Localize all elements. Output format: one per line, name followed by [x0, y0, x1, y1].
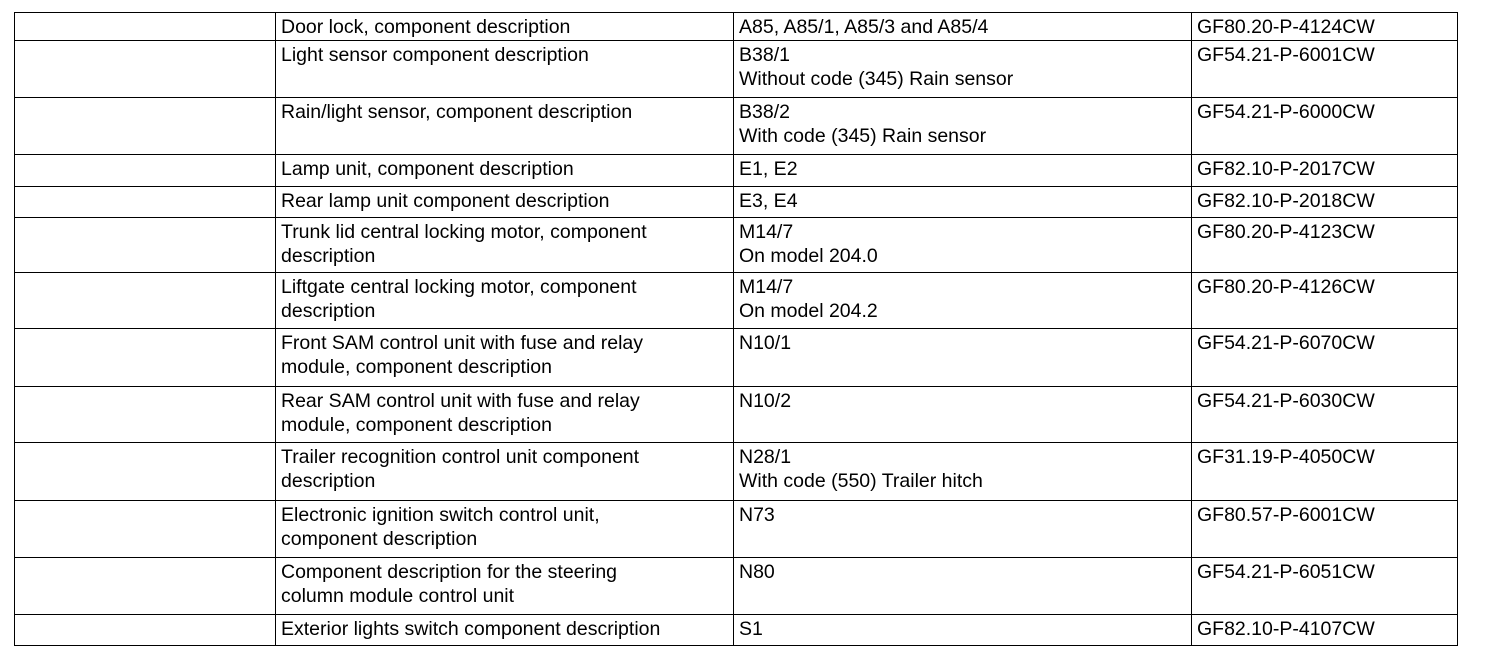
component-cell-line: N80	[739, 561, 775, 583]
document-cell-line: GF82.10-P-2018CW	[1197, 190, 1375, 212]
description-cell-line: Component description for the steering	[281, 561, 618, 583]
component-cell-line: S1	[739, 618, 763, 640]
component-cell-line: M14/7	[739, 221, 794, 243]
component-cell	[734, 98, 1192, 155]
document-cell	[1192, 98, 1458, 155]
component-cell-line: On model 204.2	[739, 300, 878, 322]
empty-cell	[15, 615, 276, 646]
document-cell	[1192, 443, 1458, 501]
description-cell-line: Door lock, component description	[281, 16, 571, 38]
component-table	[14, 12, 1458, 646]
document-cell	[1192, 387, 1458, 443]
table-row	[15, 187, 1458, 218]
document-cell	[1192, 218, 1458, 273]
description-cell-line: module, component description	[281, 356, 552, 378]
component-cell-line: M14/7	[739, 276, 794, 298]
description-cell	[276, 558, 734, 615]
empty-cell	[15, 443, 276, 501]
component-cell-line: N73	[739, 504, 775, 526]
component-cell-line: B38/2	[739, 101, 790, 123]
component-cell-line: B38/1	[739, 44, 790, 66]
component-cell	[734, 187, 1192, 218]
component-cell-line: N28/1	[739, 446, 792, 468]
empty-cell	[15, 218, 276, 273]
document-cell-line: GF80.20-P-4124CW	[1197, 16, 1375, 38]
empty-cell	[15, 187, 276, 218]
description-cell-line: Rear lamp unit component description	[281, 190, 610, 212]
description-cell-line: component description	[281, 528, 478, 550]
document-cell	[1192, 273, 1458, 329]
component-cell	[734, 41, 1192, 98]
document-cell-line: GF54.21-P-6030CW	[1197, 390, 1375, 412]
component-cell	[734, 218, 1192, 273]
description-cell-line: module, component description	[281, 414, 552, 436]
component-cell-line: N10/2	[739, 390, 792, 412]
document-cell	[1192, 501, 1458, 558]
empty-cell	[15, 13, 276, 41]
document-cell-line: GF54.21-P-6051CW	[1197, 561, 1375, 583]
document-cell-line: GF31.19-P-4050CW	[1197, 446, 1375, 468]
description-cell-line: column module control unit	[281, 585, 515, 607]
description-cell	[276, 443, 734, 501]
component-cell	[734, 155, 1192, 187]
document-cell-line: GF54.21-P-6001CW	[1197, 44, 1375, 66]
description-cell-line: Light sensor component description	[281, 44, 589, 66]
component-cell	[734, 273, 1192, 329]
table-row	[15, 273, 1458, 329]
description-cell-line: Electronic ignition switch control unit,	[281, 504, 600, 526]
description-cell	[276, 273, 734, 329]
description-cell	[276, 501, 734, 558]
document-cell	[1192, 187, 1458, 218]
description-cell-line: Liftgate central locking motor, component	[281, 276, 637, 298]
table-row	[15, 558, 1458, 615]
description-cell-line: Front SAM control unit with fuse and relay	[281, 332, 643, 354]
table-row	[15, 329, 1458, 387]
description-cell	[276, 187, 734, 218]
empty-cell	[15, 558, 276, 615]
description-cell	[276, 387, 734, 443]
component-cell-line: On model 204.0	[739, 245, 878, 267]
empty-cell	[15, 387, 276, 443]
document-cell-line: GF80.20-P-4126CW	[1197, 276, 1375, 298]
document-cell-line: GF54.21-P-6000CW	[1197, 101, 1375, 123]
table-row	[15, 155, 1458, 187]
description-cell	[276, 218, 734, 273]
description-cell	[276, 41, 734, 98]
table-row	[15, 615, 1458, 646]
document-cell-line: GF80.57-P-6001CW	[1197, 504, 1375, 526]
description-cell-line: Lamp unit, component description	[281, 158, 574, 180]
component-cell-line: A85, A85/1, A85/3 and A85/4	[739, 16, 989, 38]
description-cell	[276, 13, 734, 41]
component-cell	[734, 387, 1192, 443]
description-cell-line: description	[281, 245, 376, 267]
description-cell-line: description	[281, 470, 376, 492]
document-cell	[1192, 329, 1458, 387]
empty-cell	[15, 273, 276, 329]
component-cell	[734, 443, 1192, 501]
component-cell	[734, 329, 1192, 387]
description-cell-line: Trunk lid central locking motor, component	[281, 221, 647, 243]
table-row	[15, 501, 1458, 558]
component-cell	[734, 615, 1192, 646]
description-cell-line: Exterior lights switch component description	[281, 618, 661, 640]
component-cell	[734, 558, 1192, 615]
component-cell-line: With code (550) Trailer hitch	[739, 470, 983, 492]
empty-cell	[15, 41, 276, 98]
empty-cell	[15, 501, 276, 558]
description-cell	[276, 329, 734, 387]
document-cell	[1192, 558, 1458, 615]
empty-cell	[15, 329, 276, 387]
empty-cell	[15, 98, 276, 155]
document-cell-line: GF82.10-P-2017CW	[1197, 158, 1375, 180]
table-row	[15, 218, 1458, 273]
component-cell-line: E1, E2	[739, 158, 798, 180]
document-cell	[1192, 155, 1458, 187]
description-cell-line: Rain/light sensor, component description	[281, 101, 633, 123]
document-cell-line: GF54.21-P-6070CW	[1197, 332, 1375, 354]
component-cell-line: E3, E4	[739, 190, 798, 212]
table-row	[15, 41, 1458, 98]
description-cell-line: Rear SAM control unit with fuse and relay	[281, 390, 640, 412]
component-cell	[734, 13, 1192, 41]
component-cell	[734, 501, 1192, 558]
document-cell-line: GF82.10-P-4107CW	[1197, 618, 1375, 640]
document-cell	[1192, 615, 1458, 646]
component-cell-line: N10/1	[739, 332, 792, 354]
component-cell-line: Without code (345) Rain sensor	[739, 68, 1014, 90]
component-cell-line: With code (345) Rain sensor	[739, 125, 987, 147]
table-row	[15, 387, 1458, 443]
table-row	[15, 443, 1458, 501]
description-cell	[276, 615, 734, 646]
description-cell-line: Trailer recognition control unit component	[281, 446, 640, 468]
table-row	[15, 13, 1458, 41]
table-body	[15, 13, 1458, 646]
description-cell-line: description	[281, 300, 376, 322]
table-row	[15, 98, 1458, 155]
document-cell	[1192, 41, 1458, 98]
description-cell	[276, 98, 734, 155]
document-cell	[1192, 13, 1458, 41]
empty-cell	[15, 155, 276, 187]
document-cell-line: GF80.20-P-4123CW	[1197, 221, 1375, 243]
description-cell	[276, 155, 734, 187]
